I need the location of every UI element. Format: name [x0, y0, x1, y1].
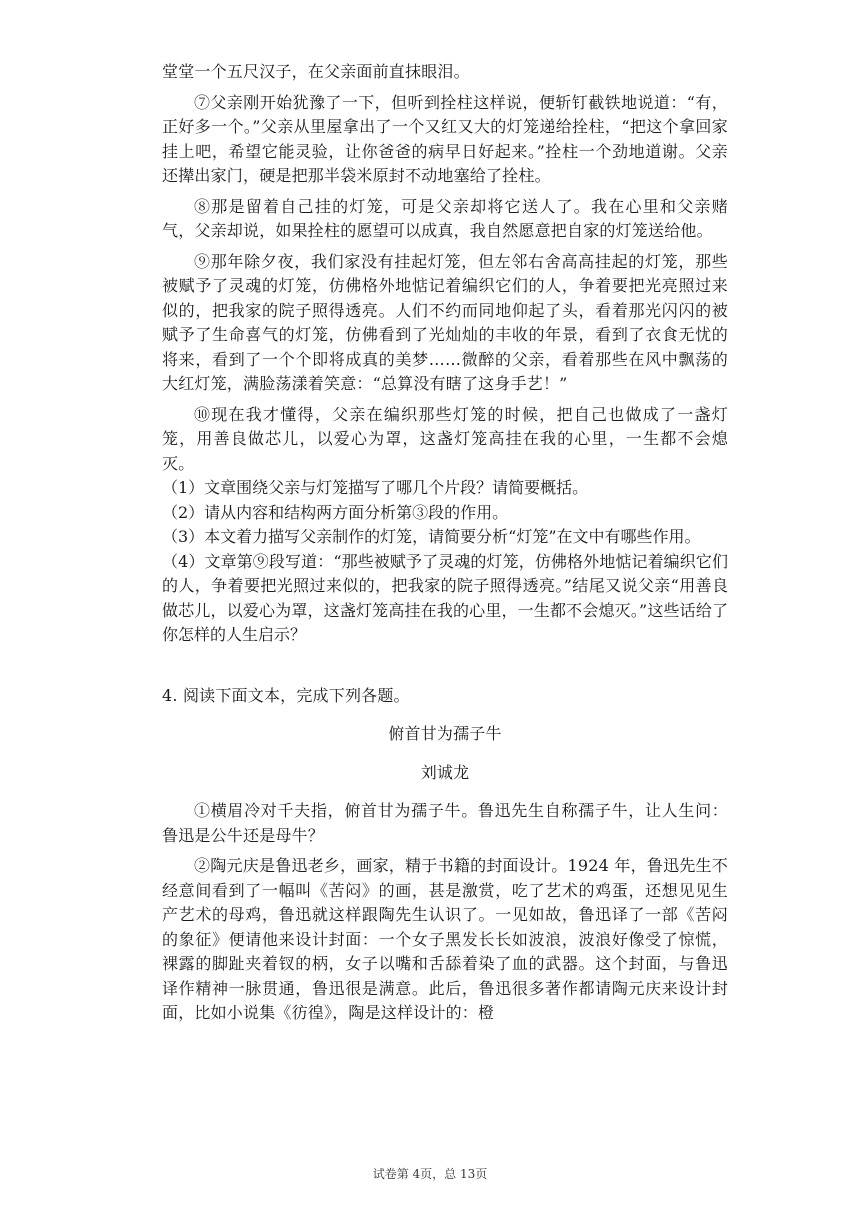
- article-paragraph-2: ②陶元庆是鲁迅老乡，画家，精于书籍的封面设计。1924 年，鲁迅先生不经意间看到了一幅叫《苦闷》的画，甚是激赏，吃了艺术的鸡蛋，还想见见生产艺术的母鸡，鲁迅就这样跟陶先生认识了。一见如故，鲁迅译了一部《苦闷的象征》便请他来设计封面：一个女子黑发长长如波浪，波浪好像受了惊慌，裸露的脚趾夹着钗的柄，女子以嘴和舌舔着染了血的武器。这个封面，与鲁迅译作精神一脉贯通，鲁迅很是满意。此后，鲁迅很多著作都请陶元庆来设计封面，比如小说集《彷徨》，陶是这样设计的：橙: [162, 856, 728, 1022]
- page-footer: 试卷第 4页，总 13页: [372, 1167, 488, 1181]
- question-3: （3）本文着力描写父亲制作的灯笼，请简要分析“灯笼”在文中有哪些作用。: [162, 527, 701, 546]
- article-title: 俯首甘为孺子牛: [388, 724, 502, 743]
- paragraph-continued: 堂堂一个五尺汉子，在父亲面前直抹眼泪。: [162, 62, 470, 81]
- article-paragraph-1: ①横眉冷对千夫指，俯首甘为孺子牛。鲁迅先生自称孺子牛，让人生问：鲁迅是公牛还是母牛？: [162, 801, 728, 845]
- page-content: [162, 60, 728, 1026]
- question-4: （4）文章第⑨段写道：“那些被赋予了灵魂的灯笼，仿佛格外地惦记着编织它们的人，争着要把光照过来似的，把我家的院子照得透亮。”结尾又说父亲“用善良做芯儿，以爱心为罩，这盏灯笼高挂在我的心里，一生都不会熄灭。”这些话给了你怎样的人生启示？: [162, 551, 728, 644]
- paragraph-10: ⑩现在我才懂得，父亲在编织那些灯笼的时候，把自己也做成了一盏灯笼，用善良做芯儿，以爱心为罩，这盏灯笼高挂在我的心里，一生都不会熄灭。: [162, 404, 728, 473]
- article-author: 刘诚龙: [420, 762, 470, 782]
- question-2: （2）请从内容和结构两方面分析第③段的作用。: [162, 502, 509, 522]
- question-1: （1）文章围绕父亲与灯笼描写了哪几个片段？请简要概括。: [162, 478, 589, 497]
- section-4-intro: 4. 阅读下面文本，完成下列各题。: [162, 685, 410, 705]
- paragraph-9: ⑨那年除夕夜，我们家没有挂起灯笼，但左邻右舍高高挂起的灯笼，那些被赋予了灵魂的灯笼，仿佛格外地惦记着编织它们的人，争着要把光亮照过来似的，把我家的院子照得透亮。人们不约而同地仰起了头，看着那光闪闪的被赋予了生命喜气的灯笼，仿佛看到了光灿灿的丰收的年景，看到了衣食无忧的将来，看到了一个个即将成真的美梦……微醉的父亲，看着那些在风中飘荡的大红灯笼，满脸荡漾着笑意：“总算没有瞎了这身手艺！”: [162, 251, 728, 393]
- paragraph-7: ⑦父亲刚开始犹豫了一下，但听到拴柱这样说，便斩钉截铁地说道：“有，正好多一个。”父亲从里屋拿出了一个又红又大的灯笼递给拴柱，“把这个拿回家挂上吧，希望它能灵验，让你爸爸的病早日好起来。”拴柱一个劲地道谢。父亲还撵出家门，硬是把那半袋米原封不动地塞给了拴柱。: [162, 92, 728, 185]
- paragraph-8: ⑧那是留着自己挂的灯笼，可是父亲却将它送人了。我在心里和父亲赌气，父亲却说，如果拴柱的愿望可以成真，我自然愿意把自家的灯笼送给他。: [162, 196, 728, 240]
